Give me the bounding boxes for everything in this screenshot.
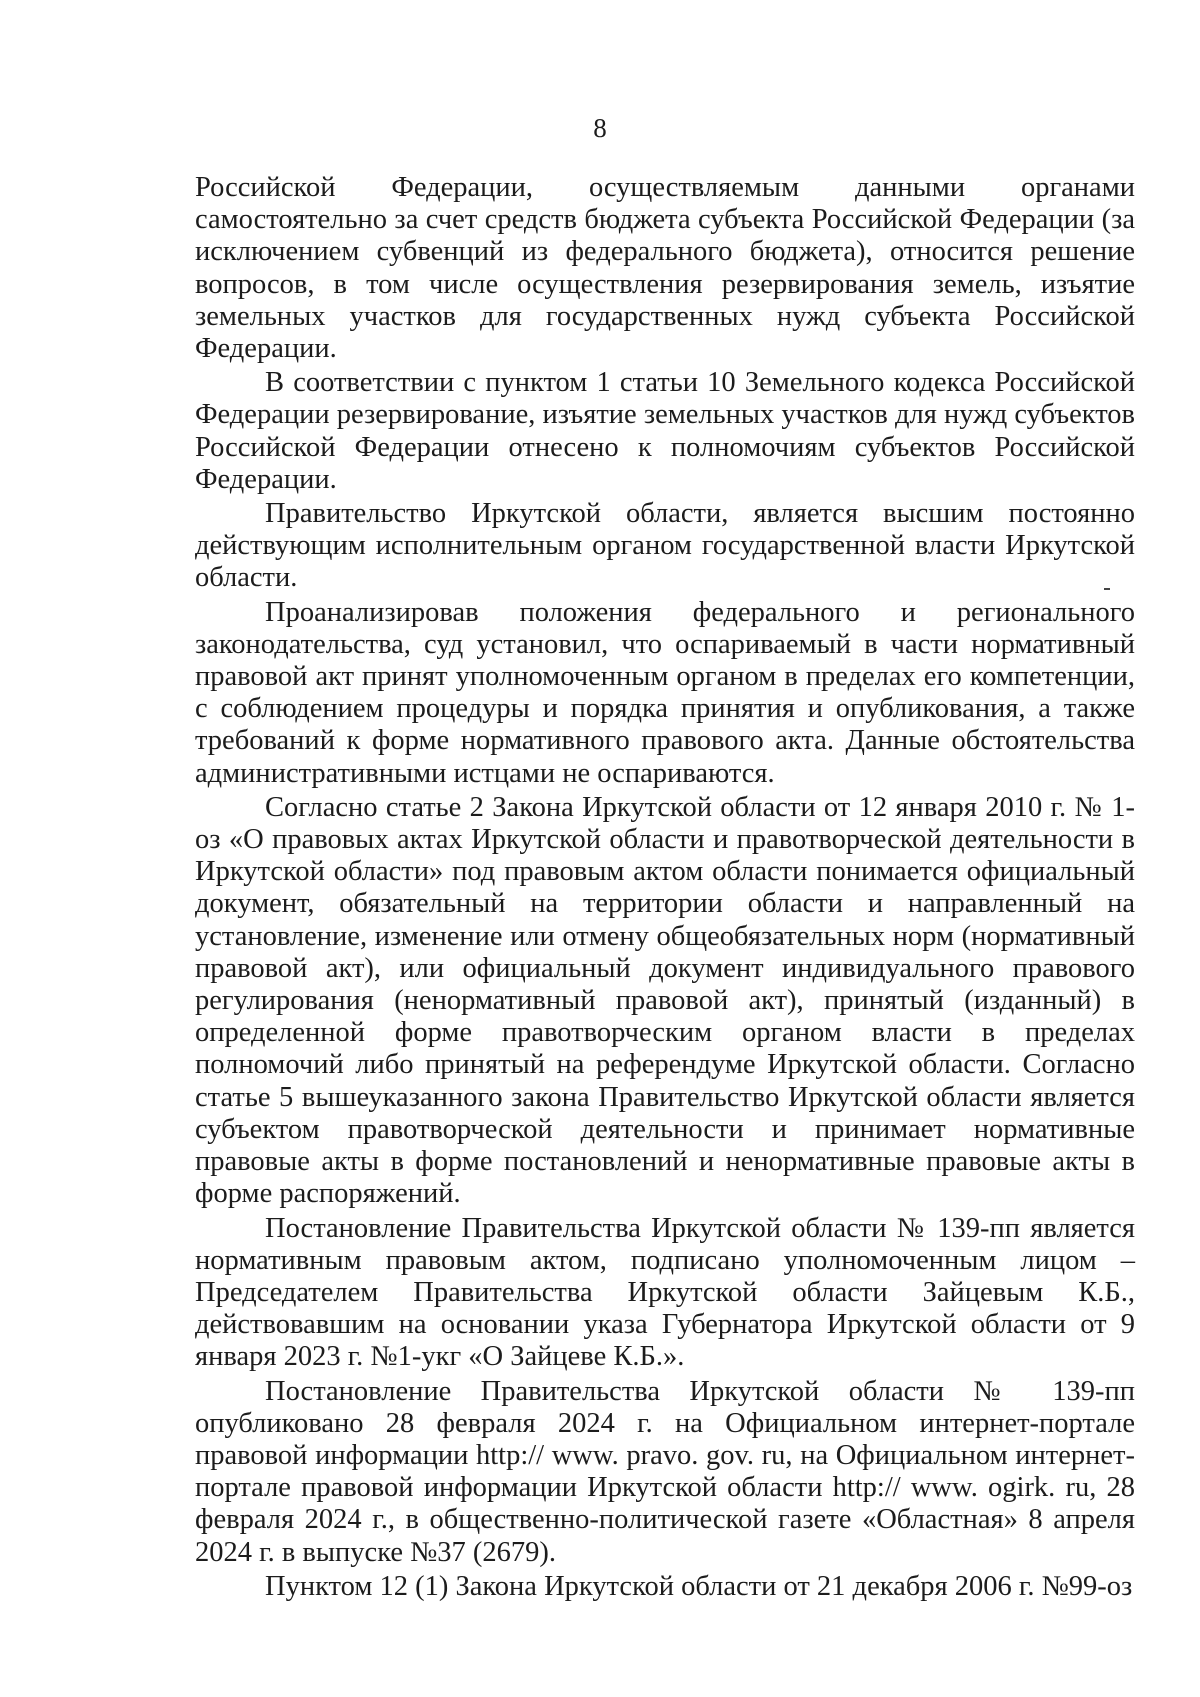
document-body	[195, 172, 1135, 1603]
page-number: 8	[593, 113, 607, 143]
paragraph-8: Пунктом 12 (1) Закона Иркутской области от 21 декабря 2006 г. №99-оз	[265, 1570, 1133, 1602]
scan-artifact-mark	[1104, 588, 1110, 590]
paragraph-7: Постановление Правительства Иркутской области № 139-пп опубликовано 28 февраля 2024 г. на Официальном интернет-портале правовой информации http:// www. pravo. gov. ru, на Официальном интернет-портале правовой информации Иркутской области http:// www. ogirk. ru, 28 февраля 2024 г., в общественно-политической газете «Областная» 8 апреля 2024 г. в выпуске №37 (2679).	[195, 1375, 1135, 1568]
paragraph-2: В соответствии с пунктом 1 статьи 10 Земельного кодекса Российской Федерации резервирование, изъятие земельных участков для нужд субъектов Российской Федерации отнесено к полномочиям субъектов Российской Федерации.	[195, 367, 1135, 495]
paragraph-1: Российской Федерации, осуществляемым данными органами самостоятельно за счет средств бюджета субъекта Российской Федерации (за исключением субвенций из федерального бюджета), относится решение вопросов, в том числе осуществления резервирования земель, изъятие земельных участков для государственных нужд субъекта Российской Федерации.	[195, 172, 1135, 365]
paragraph-3: Правительство Иркутской области, является высшим постоянно действующим исполнительным органом государственной власти Иркутской области.	[195, 498, 1135, 594]
paragraph-5: Согласно статье 2 Закона Иркутской области от 12 января 2010 г. № 1-оз «О правовых актах Иркутской области и правотворческой деятельности в Иркутской области» под правовым актом области понимается официальный документ, обязательный на территории области и направленный на установление, изменение или отмену общеобязательных норм (нормативный правовой акт), или официальный документ индивидуального правового регулирования (ненормативный правовой акт), принятый (изданный) в определенной форме правотворческим органом власти в пределах полномочий либо принятый на референдуме Иркутской области. Согласно статье 5 вышеуказанного закона Правительство Иркутской области является субъектом правотворческой деятельности и принимает нормативные правовые акты в форме постановлений и ненормативные правовые акты в форме распоряжений.	[195, 791, 1135, 1210]
paragraph-6: Постановление Правительства Иркутской области № 139-пп является нормативным правовым актом, подписано уполномоченным лицом – Председателем Правительства Иркутской области Зайцевым К.Б., действовавшим на основании указа Губернатора Иркутской области от 9 января 2023 г. №1-укг «О Зайцеве К.Б.».	[195, 1212, 1135, 1373]
paragraph-4: Проанализировав положения федерального и регионального законодательства, суд установил, что оспариваемый в части нормативный правовой акт принят уполномоченным органом в пределах его компетенции, с соблюдением процедуры и порядка принятия и опубликования, а также требований к форме нормативного правового акта. Данные обстоятельства административными истцами не оспариваются.	[195, 596, 1135, 789]
